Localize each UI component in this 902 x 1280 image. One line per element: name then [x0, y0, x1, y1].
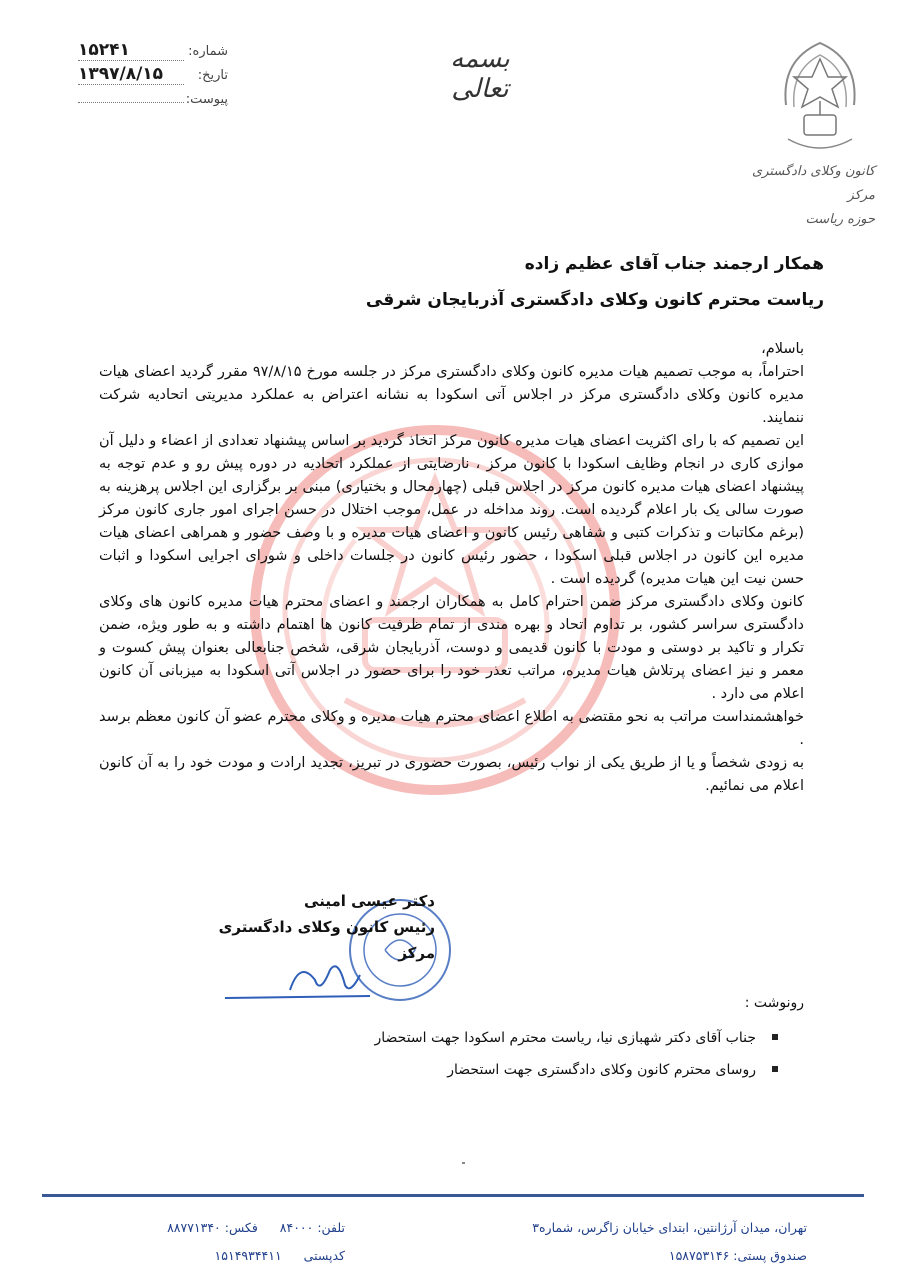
signatory-title: رئیس کانون وکلای دادگستری مرکز — [218, 918, 435, 962]
footer-address-block — [487, 1214, 807, 1270]
logo-caption — [735, 160, 875, 232]
signatory-name: دکتر عیسی امینی — [304, 892, 435, 910]
letter-date-value: ۱۳۹۷/۸/۱۵ — [78, 64, 184, 85]
letter-body — [99, 338, 804, 798]
footer-postal-box — [487, 1242, 807, 1270]
letter-number-row — [78, 40, 228, 64]
logo-caption-line2: حوزه ریاست — [805, 212, 875, 227]
letter-attachment-row — [78, 88, 228, 112]
footer-phone-fax — [140, 1214, 345, 1242]
body-paragraph-2: این تصمیم که با رای اکثریت اعضای هیات مدیره کانون مرکز اتخاذ گردید بر اساس پیشنهاد تعدادی از اعضاء و دلیل آن موازی کاری در انجام وظایف اسکودا با کانون مرکز ، نارضایتی از عملکرد اتحادیه در دوره پیش رو و عدم توجه به پیشنهاد اعضای هیات مدیره کانون مرکز در اجلاس قبلی (چهارمحال و بختیاری) مبنی بر برگزاری این اجلاس پرهزینه به صورت سالی یک بار اعلام گردیده است. روند مداخله در عمل، موجب اختلال در حسن اجرای امور جاری کانون مرکز (برغم مکاتبات و تذکرات کتبی و شفاهی رئیس کانون و اعضای هیات مدیره و با وصف حضور و همراهی اعضای هیات مدیره این کانون در اجلاس قبلی اسکودا ، حضور رئیس کانون در جلسات داخلی و شورای اجرایی اسکودا و اثبات حسن نیت این هیات مدیره) گردیده است . — [99, 433, 804, 587]
addressee-block — [104, 246, 824, 318]
letter-date-row — [78, 64, 228, 88]
cc-list — [124, 1022, 782, 1086]
cc-item-text: جناب آقای دکتر شهبازی نیا، ریاست محترم اسکودا جهت استحضار — [374, 1030, 756, 1046]
logo-caption-line1: کانون وکلای دادگستری مرکز — [752, 164, 875, 203]
footer-divider — [42, 1194, 864, 1197]
body-paragraph-3: کانون وکلای دادگستری مرکز ضمن احترام کامل به همکاران ارجمند و اعضای محترم هیات مدیره کانون های وکلای دادگستری سراسر کشور، بر تداوم اتحاد و بهره مندی از تمام ظرفیت کانون ها اهتمام داشته و به طور ویژه، ضمن تکرار و تاکید بر دوستی و مودت با کانون قدیمی و دوست، آذربایجان شرقی، شخص جنابعالی بعنوان پیش کسوت و معمر و نیز اعضای پرتلاش هیات مدیره، مراتب تعذر خود را برای حضور در اجلاس آتی اسکودا به میزبانی آن کانون اعلام می دارد . — [99, 594, 804, 702]
cc-title: رونوشت : — [744, 995, 804, 1011]
bullet-square-icon — [772, 1066, 778, 1072]
cc-item-text: روسای محترم کانون وکلای دادگستری جهت استحضار — [447, 1062, 756, 1078]
footer-address: تهران، میدان آرژانتین، ابتدای خیابان زاگرس، شماره۳ — [532, 1220, 807, 1235]
body-paragraph-1: احتراماً، به موجب تصمیم هیات مدیره کانون وکلای دادگستری مرکز در جلسه مورخ ۹۷/۸/۱۵ مقرر گردید اعضای هیات مدیره کانون وکلای دادگستری مرکز در اجلاس آتی اسکودا به نشانه اعتراض به عملکرد مدیریتی اتحادیه شرکت ننمایند. — [99, 364, 804, 426]
body-paragraph-4: خواهشمنداست مراتب به نحو مقتضی به اطلاع اعضای محترم هیات مدیره و وکلای محترم عضو آن کانون معظم برسد . — [99, 709, 804, 748]
greeting: باسلام، — [761, 341, 804, 357]
letter-number-value: ۱۵۲۴۱ — [78, 40, 184, 61]
postal-box-label: صندوق پستی: — [733, 1248, 807, 1263]
letter-attachment-label: پیوست: — [185, 92, 228, 107]
cc-block — [124, 990, 804, 1086]
fax-label: فکس: — [224, 1220, 258, 1235]
letter-number-label: شماره: — [188, 44, 228, 59]
postal-code-label: کدپستی — [303, 1248, 345, 1263]
fax-value: ۸۸۷۷۱۳۴۰ — [167, 1220, 221, 1235]
addressee-line2: ریاست محترم کانون وکلای دادگستری آذربایجان شرقی — [365, 290, 824, 310]
invocation-heading: بسمه تعالی — [450, 44, 510, 104]
postal-code-value: ۱۵۱۴۹۳۴۴۱۱ — [214, 1248, 282, 1263]
footer-contact-block — [140, 1214, 345, 1270]
phone-label: تلفن: — [317, 1220, 345, 1235]
cc-item — [124, 1022, 782, 1054]
phone-value: ۸۴۰۰۰ — [279, 1220, 314, 1235]
divider-dot — [462, 1162, 465, 1164]
postal-box-value: ۱۵۸۷۵۳۱۴۶ — [668, 1248, 730, 1263]
addressee-line1: همکار ارجمند جناب آقای عظیم زاده — [524, 254, 824, 274]
letter-date-label: تاریخ: — [197, 68, 228, 83]
bullet-square-icon — [772, 1034, 778, 1040]
bar-association-logo-icon — [776, 35, 864, 155]
cc-item — [124, 1054, 782, 1086]
body-paragraph-5: به زودی شخصاً و یا از طریق یکی از نواب رئیس، بصورت حضوری در تبریز، تجدید ارادت و مودت خود را به آن کانون اعلام می نمائیم. — [99, 755, 804, 794]
letter-meta — [78, 40, 228, 112]
footer-postal-code — [140, 1242, 345, 1270]
letter-attachment-value — [78, 88, 184, 103]
